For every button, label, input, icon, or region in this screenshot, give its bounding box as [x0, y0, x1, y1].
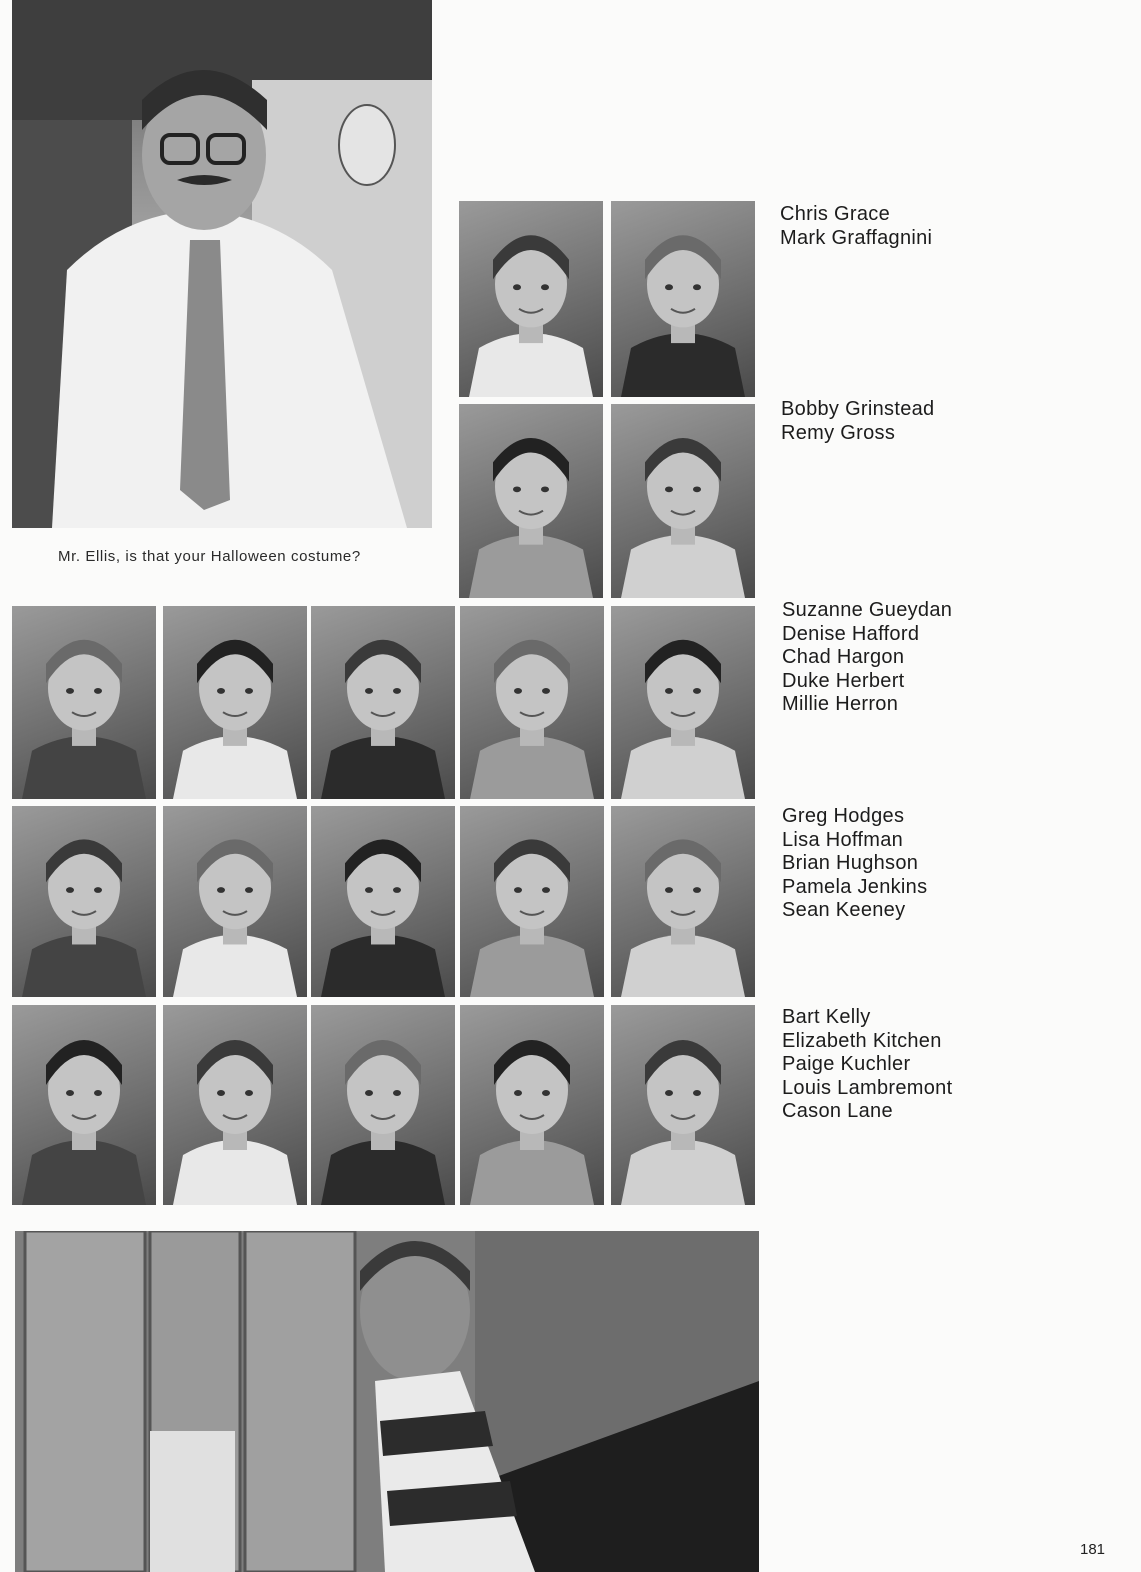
student-portrait — [611, 201, 755, 397]
student-name: Bart Kelly — [782, 1006, 871, 1028]
student-portrait — [163, 806, 307, 997]
student-portrait — [611, 404, 755, 598]
student-portrait — [311, 1005, 455, 1205]
student-name: Chad Hargon — [782, 646, 905, 668]
photo-caption: Mr. Ellis, is that your Halloween costume? — [58, 548, 361, 565]
student-name: Duke Herbert — [782, 669, 905, 692]
student-portrait — [460, 806, 604, 997]
student-portrait — [611, 806, 755, 997]
student-name: Remy Gross — [781, 421, 896, 444]
student-name: Pamela Jenkins — [782, 875, 928, 898]
student-name: Paige Kuchler — [782, 1053, 911, 1075]
page-number: 181 — [1080, 1541, 1106, 1558]
student-name: Bobby Grinstead — [781, 398, 935, 420]
student-portrait — [12, 606, 156, 799]
student-name: Elizabeth Kitchen — [782, 1029, 942, 1052]
student-name: Lisa Hoffman — [782, 828, 904, 851]
student-name: Mark Graffagnini — [780, 226, 933, 249]
student-portrait — [311, 806, 455, 997]
student-portrait — [611, 606, 755, 799]
name-group-4 — [782, 805, 927, 923]
student-name: Chris Grace — [780, 203, 890, 225]
teacher-photo — [12, 0, 432, 528]
student-name: Millie Herron — [782, 693, 899, 715]
name-group-2 — [781, 398, 934, 445]
student-portrait — [12, 806, 156, 997]
name-group-5 — [782, 1006, 952, 1124]
student-name: Sean Keeney — [782, 899, 906, 921]
student-portrait — [311, 606, 455, 799]
student-portrait — [611, 1005, 755, 1205]
student-portrait — [460, 1005, 604, 1205]
student-name: Louis Lambremont — [782, 1076, 953, 1099]
student-portrait — [163, 1005, 307, 1205]
locker-photo — [15, 1231, 759, 1572]
student-name: Denise Hafford — [782, 622, 920, 645]
student-name: Suzanne Gueydan — [782, 599, 953, 621]
student-portrait — [163, 606, 307, 799]
name-group-3 — [782, 599, 952, 717]
student-portrait — [460, 606, 604, 799]
student-name: Brian Hughson — [782, 852, 919, 874]
student-portrait — [459, 404, 603, 598]
student-portrait — [12, 1005, 156, 1205]
student-portrait — [459, 201, 603, 397]
name-group-1 — [780, 203, 932, 250]
student-name: Cason Lane — [782, 1100, 893, 1122]
student-name: Greg Hodges — [782, 805, 905, 827]
